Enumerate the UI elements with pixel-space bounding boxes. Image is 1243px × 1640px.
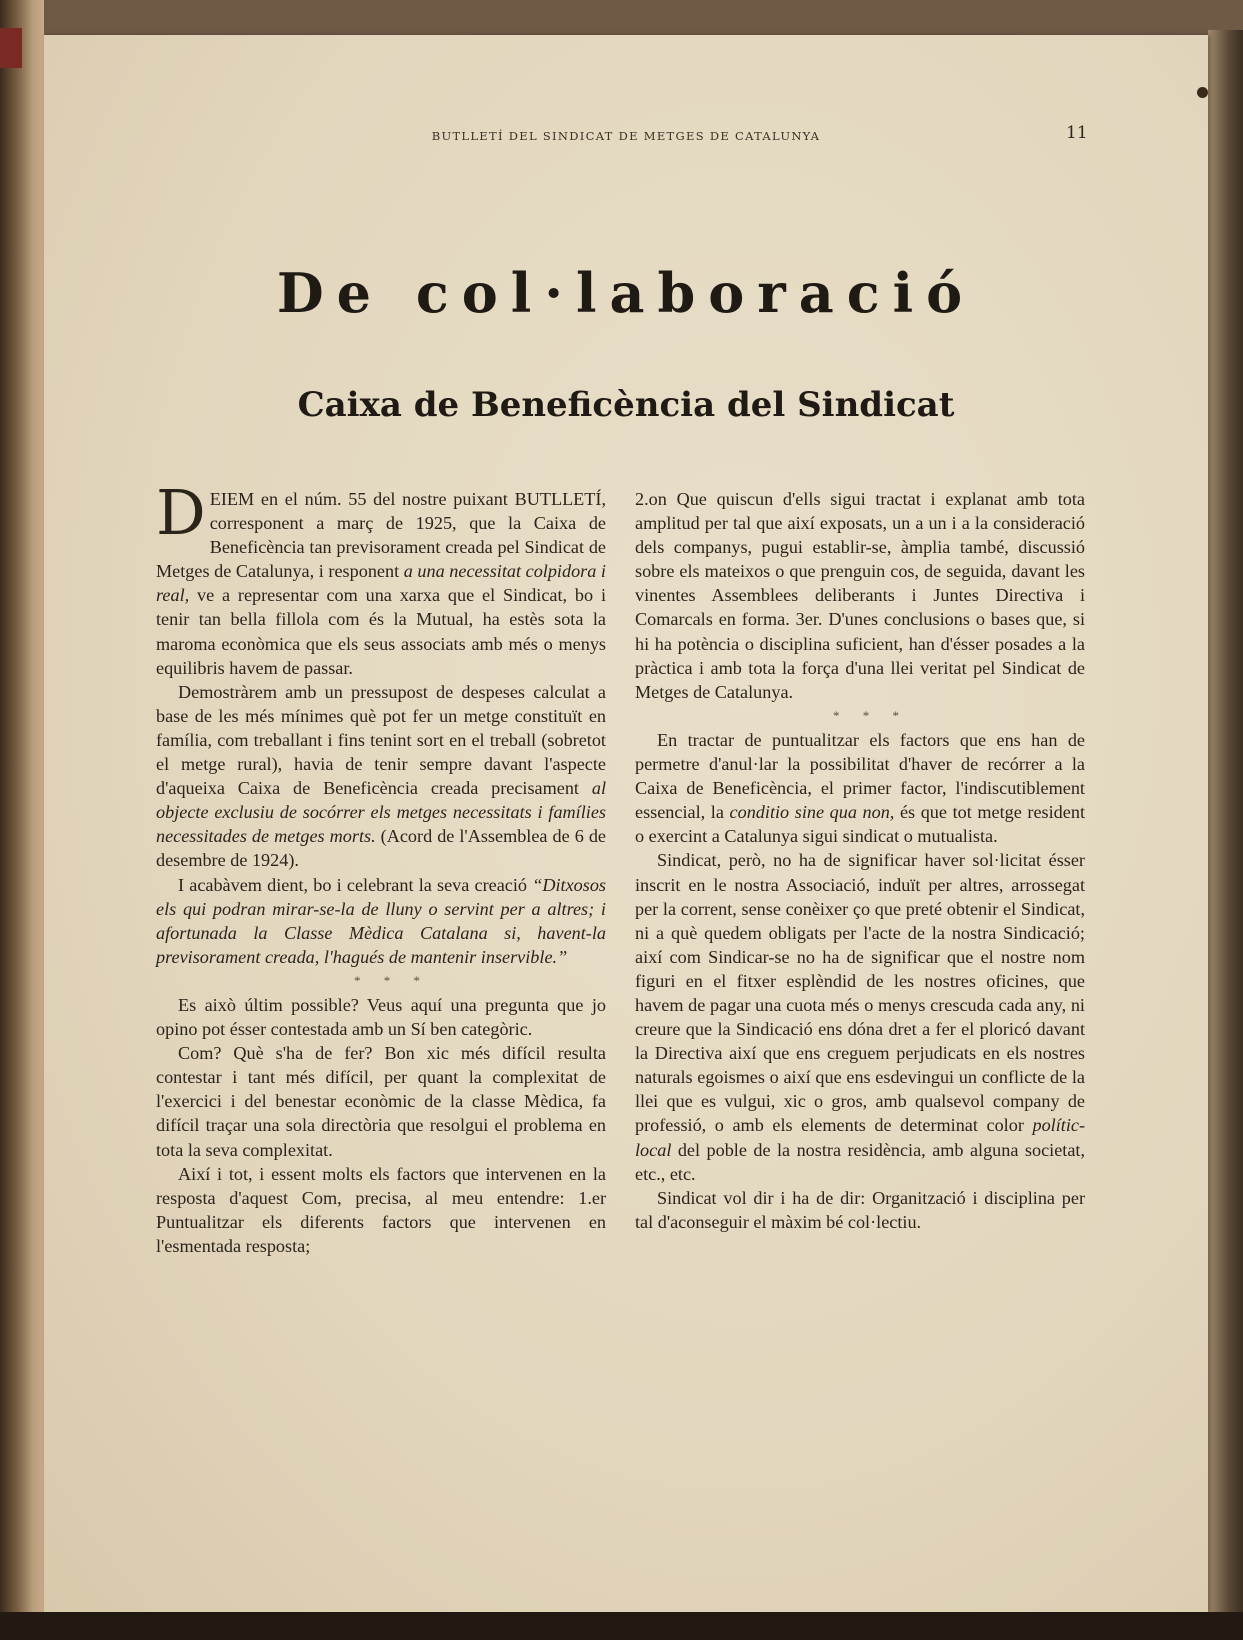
text-run: (Acord de l'Assemblea de 6 de desembre de 1924).: [156, 826, 606, 871]
paragraph: Es això últim possible? Veus aquí una pregunta que jo opino pot ésser contestada amb un Sí ben categòric.: [156, 994, 606, 1040]
text-run: EIEM en el núm. 55 del nostre puixant: [209, 489, 515, 509]
article-title: Caixa de Beneficència del Sindicat: [297, 385, 955, 425]
italic-run: al objecte exclusiu de socórrer els metges necessitats i famílies necessitades de metges morts.: [156, 778, 606, 847]
paragraph: Com? Què s'ha de fer? Bon xic més difícil resulta contestar i tant més difícil, per quant la complexitat de l'exercici i del benestar econòmic de la classe Mèdica, fa difícil traçar una sola directòria que resolgui el problema en tota la seva complexitat.: [156, 1043, 606, 1160]
italic-run: polític-local: [635, 1115, 1085, 1160]
italic-run: conditio sine qua non,: [729, 802, 895, 823]
paragraph: [156, 873, 606, 969]
binding-hole: [1197, 87, 1208, 98]
journal-name: BUTLLETÍ: [514, 489, 602, 509]
text-run: del poble de la nostra residència, amb alguna societat, etc., etc.: [635, 1139, 1085, 1184]
text-run: ve a representar com una xarxa que el Sindicat, bo i tenir tan bella fillola com és la Mutual, ha estès sota la maroma econòmica que els seus associats amb més o menys equilibris havem de passar.: [156, 585, 606, 678]
paragraph: [156, 680, 606, 873]
drop-cap: D: [156, 476, 206, 549]
italic-quote: “Ditxosos els qui podran mirar-se-la de lluny o servint per a altres; i afortunada la Classe Mèdica Catalana si, havent-la previsorament creada, l'hagués de mantenir inservible.”: [156, 874, 606, 967]
text-run: I acabàvem dient, bo i celebrant la seva creació: [178, 874, 533, 895]
section-separator: * * *: [354, 972, 430, 988]
text-run: Demostràrem amb un pressupost de despeses calculat a base de les més mínimes què pot fer un metge constituït en família, com treballant i fins tenint sort en el treball (sobretot el metge rural), havia de tenir sempre davant l'aspecte d'aqueixa Caixa de Beneficència creada precisament: [156, 681, 606, 799]
paragraph: [156, 476, 606, 680]
text-run: Sindicat, però, no ha de significar haver sol·licitat ésser inscrit en le nostra Associació, induït per altres, arrossegat per la corrent, sense conèixer ço que preté obtenir el Sindicat, ni a què quedem obligats per l'acte de la nostra Sindicació; així com Sindicar-se no ha de significar que el nostre nom figuri en el fitxer esplèndid de les nostres oficines, que havem de pagar una cuota més o menys crescuda cada any, ni creure que la Sindicació ens dóna dret a fer el ploricó davant la Directiva així que ens creguem perjudicats en els nostres naturals egoismes o així que ens esdevingui un conflicte de la llei que es vulgui, xic o gros, amb qualsevol company de professió, o amb els elements de determinat color: [635, 850, 1085, 1136]
paragraph: [635, 848, 1085, 1185]
page-stack-edge: [1208, 30, 1243, 1615]
page-number: 11: [1066, 123, 1088, 143]
paragraph: 2.on Que quiscun d'ells sigui tractat i explanat amb tota amplitud per tal que així exposats, un a un i a la consideració dels companys, pugui establir-se, àmplia també, discussió sobre els mateixos o que prenguin cos, de seguida, davant les vinentes Assemblees deliberants i Juntes Directiva i Comarcals en forma. 3er. D'unes conclusions o bases que, si hi ha potència o disciplina suficient, han d'ésser posades a la pràctica i amb tota la força d'una llei veritat pel Sindicat de Metges de Catalunya.: [635, 489, 1085, 702]
page-sheet: [44, 35, 1208, 1612]
paragraph: Sindicat vol dir i ha de dir: Organització i disciplina per tal d'aconseguir el màxim bé col·lectiu.: [635, 1187, 1085, 1232]
book-spine: [0, 0, 44, 1640]
section-title: De col·laboració: [276, 261, 976, 325]
left-column: [156, 476, 606, 1258]
bottom-shadow: [0, 1612, 1243, 1640]
spine-binding-mark: [0, 28, 22, 68]
running-header: BUTLLETÍ DEL SINDICAT DE METGES DE CATALUNYA: [431, 129, 821, 143]
right-column: [635, 487, 1085, 1234]
paragraph: [635, 728, 1085, 848]
section-separator: * * *: [833, 707, 909, 723]
italic-run: a una necessitat colpidora i real,: [156, 561, 606, 606]
text-run: En tractar de puntualitzar els factors que ens han de permetre d'anul·lar la possibilitat d'haver de recórrer a la Caixa de Beneficència, el primer factor, l'indiscutiblement essencial, la: [635, 729, 1085, 823]
text-run: és que tot metge resident o exercint a Catalunya sigui sindicat o mutualista.: [635, 802, 1085, 847]
text-run: , corresponent a març de 1925, que la Caixa de Beneficència tan previsorament creada pel Sindicat de Metges de Catalunya, i responent: [156, 489, 606, 582]
paragraph: Així i tot, i essent molts els factors que intervenen en la resposta d'aquest Com, precisa, al meu entendre: 1.er Puntualitzar els diferents factors que intervenen en l'esmentada resposta;: [156, 1163, 606, 1256]
